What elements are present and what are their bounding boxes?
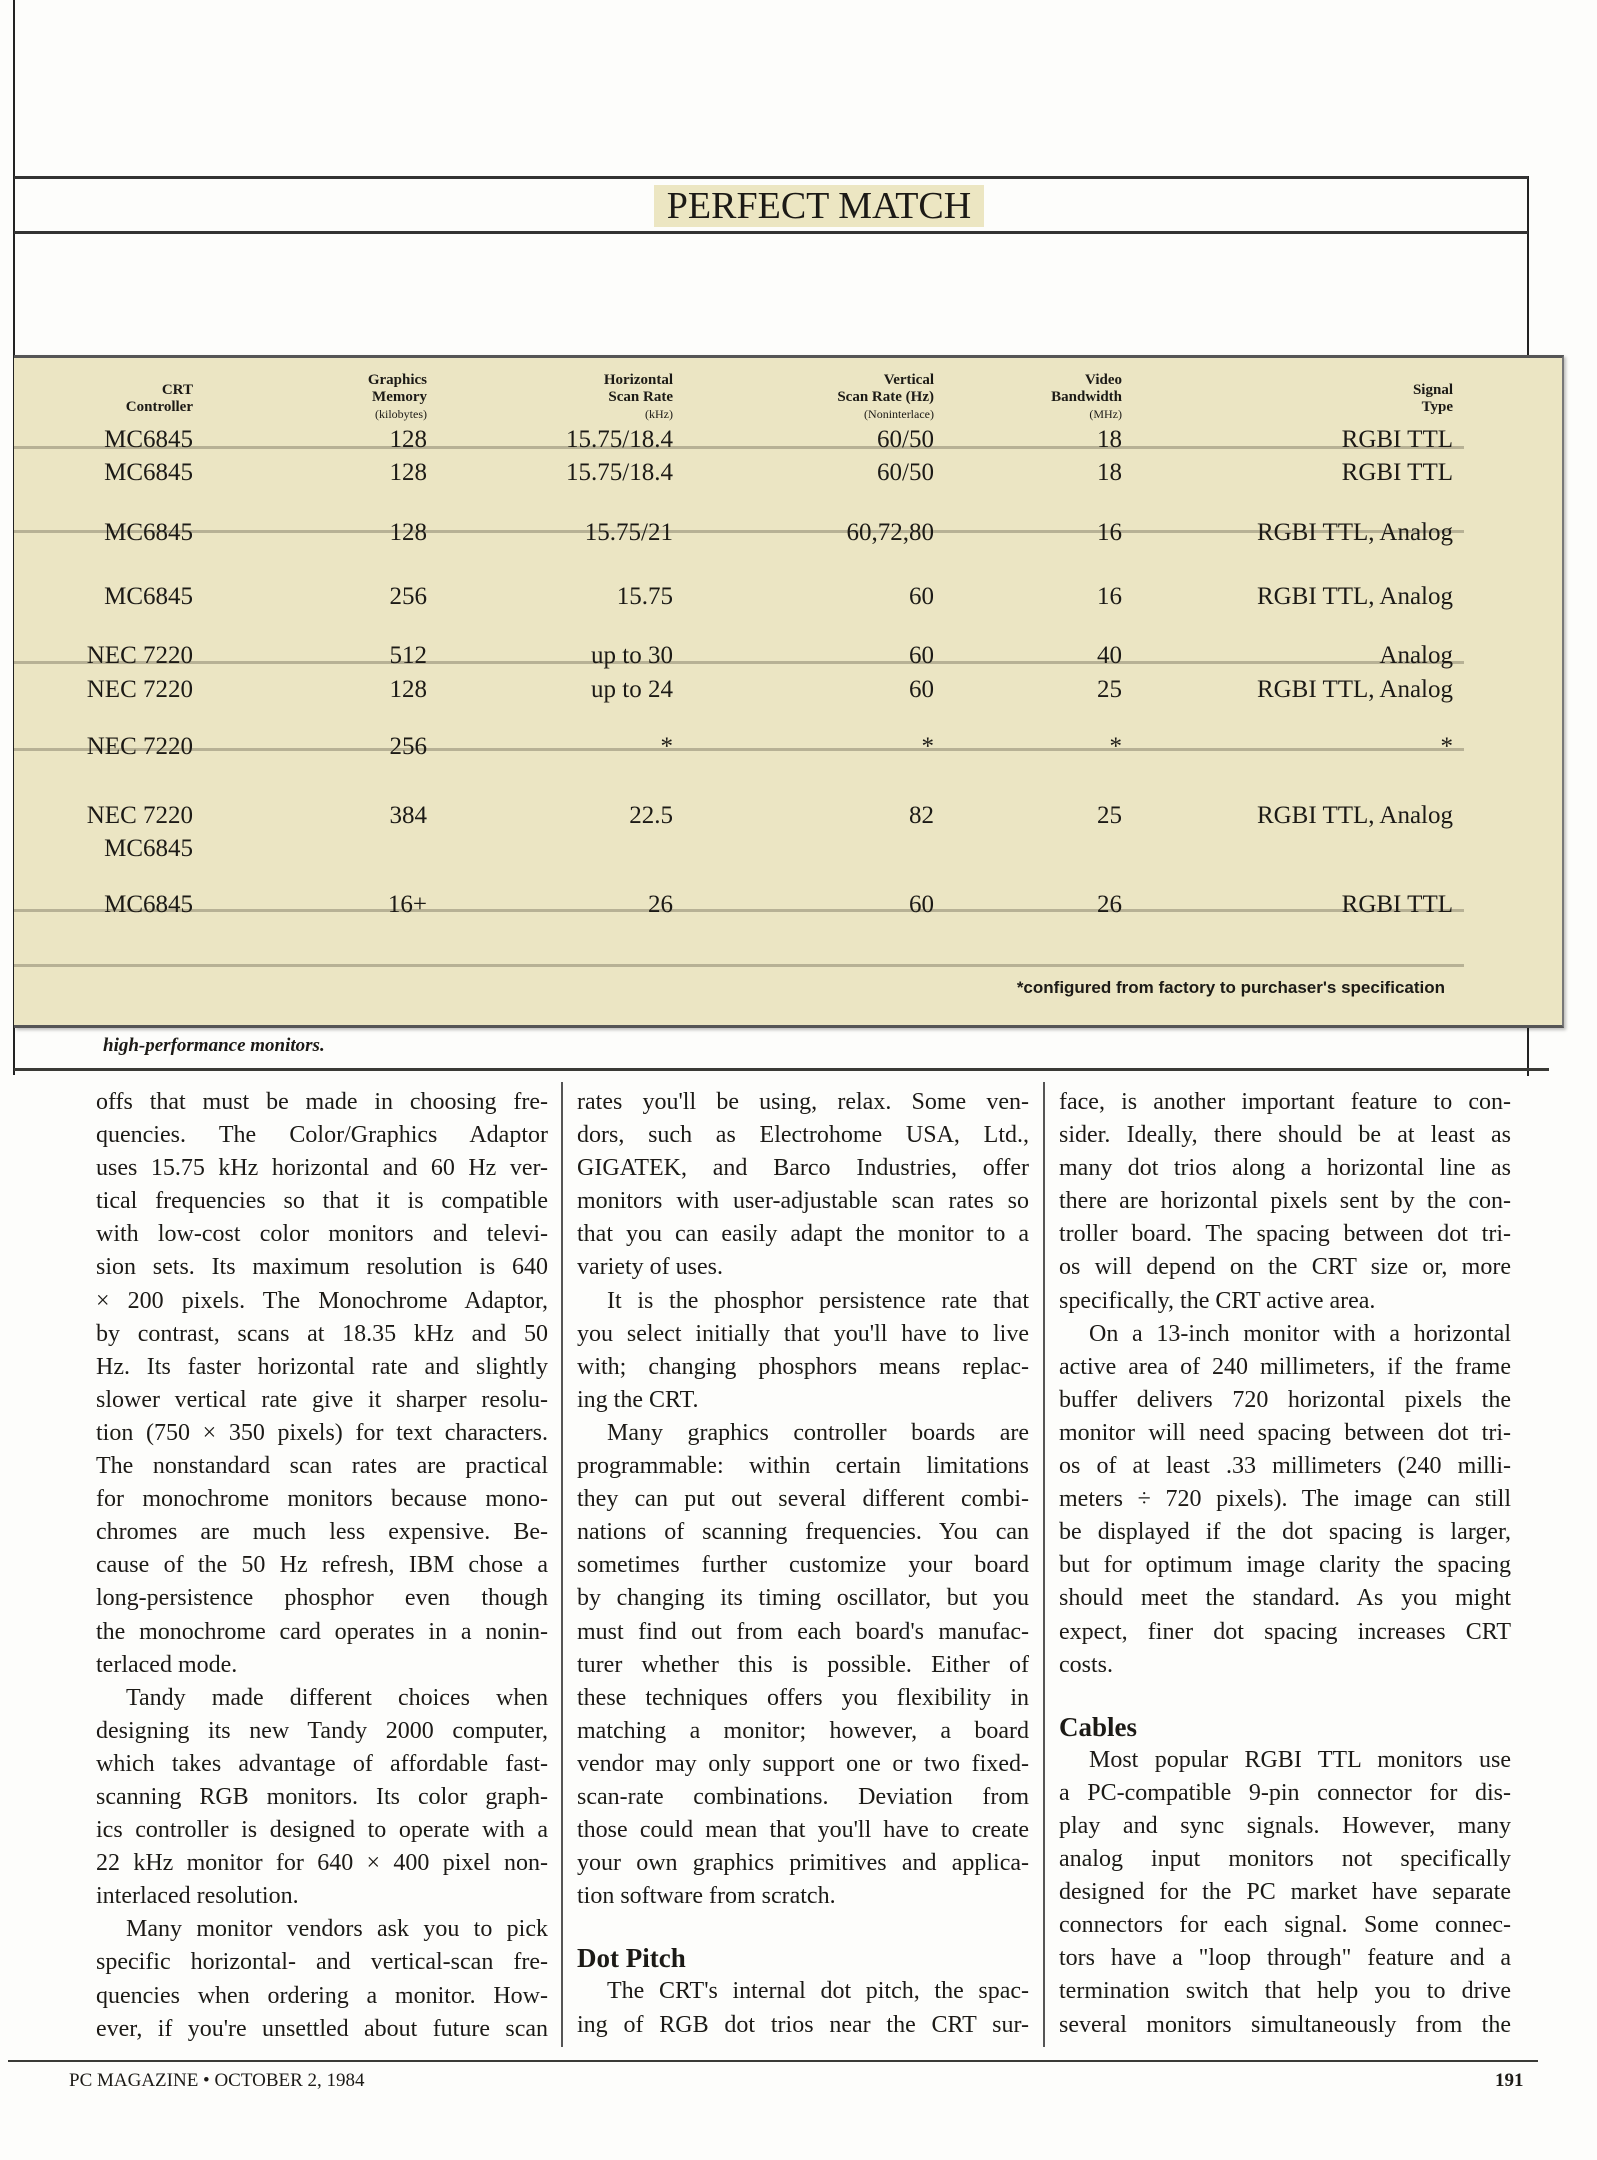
- text-line: tical frequencies so that it is compatible: [96, 1188, 548, 1215]
- table-cell: 16: [1097, 583, 1122, 610]
- text-line: those could mean that you'll have to create: [577, 1817, 1029, 1844]
- column-header-line: Horizontal: [603, 372, 673, 388]
- text-line: On a 13-inch monitor with a horizontal: [1089, 1320, 1511, 1347]
- text-line: GIGATEK, and Barco Industries, offer: [577, 1155, 1029, 1182]
- table-cell: 15.75: [616, 583, 673, 610]
- text-line: Hz. Its faster horizontal rate and slightly: [96, 1353, 548, 1380]
- text-line: you select initially that you'll have to live: [577, 1320, 1029, 1347]
- paragraph: [96, 1913, 548, 2045]
- section-heading: Cables: [1059, 1711, 1138, 1742]
- row-separator: [14, 964, 1464, 967]
- table-cell: 256: [389, 583, 427, 610]
- figure-caption: high-performance monitors.: [103, 1035, 325, 1056]
- text-line: nations of scanning frequencies. You can: [577, 1519, 1029, 1546]
- table-cell: Analog: [1379, 642, 1453, 669]
- text-line: ing of RGB dot trios near the CRT sur-: [577, 2011, 1029, 2038]
- table-cell: 128: [389, 519, 427, 546]
- text-line: be displayed if the dot spacing is larger,: [1059, 1519, 1511, 1546]
- table-cell: 26: [1097, 891, 1122, 918]
- text-line: monitors with user-adjustable scan rates so: [577, 1188, 1029, 1215]
- table-cell: NEC 7220: [86, 676, 193, 703]
- text-line: costs.: [1059, 1651, 1113, 1678]
- column-header: [368, 372, 427, 423]
- text-line: scan-rate combinations. Deviation from: [577, 1783, 1029, 1810]
- paragraph: [96, 1086, 548, 1682]
- body-top-rule: [14, 1068, 1549, 1071]
- text-line: tors have a "loop through" feature and a: [1059, 1945, 1511, 1972]
- table-footnote: *configured from factory to purchaser's specification: [1016, 978, 1445, 997]
- text-line: interlaced resolution.: [96, 1883, 299, 1910]
- text-line: uses 15.75 kHz horizontal and 60 Hz ver-: [96, 1155, 548, 1182]
- text-line: os will depend on the CRT size or, more: [1059, 1254, 1511, 1281]
- table-cell: 384: [389, 802, 427, 829]
- table-cell: 26: [648, 891, 673, 918]
- table-cell: 15.75/18.4: [566, 426, 673, 453]
- paragraph: [1059, 1318, 1511, 1682]
- table-cell: 60: [909, 676, 934, 703]
- text-line: designing its new Tandy 2000 computer,: [96, 1717, 548, 1744]
- row-separator: [14, 661, 1464, 664]
- text-line: dors, such as Electrohome USA, Ltd.,: [577, 1122, 1029, 1149]
- table-cell: 128: [389, 459, 427, 486]
- table-cell: NEC 7220 MC6845: [86, 802, 193, 862]
- text-line: slower vertical rate give it sharper resolu-: [96, 1386, 548, 1413]
- text-line: ics controller is designed to operate with a: [96, 1817, 548, 1844]
- table-cell: MC6845: [104, 426, 193, 453]
- table-cell: 128: [389, 426, 427, 453]
- table-cell: 60,72,80: [846, 519, 934, 546]
- paragraph: [577, 1417, 1029, 1913]
- text-line: chromes are much less expensive. Be-: [96, 1519, 548, 1546]
- text-line: the monochrome card operates in a nonin-: [96, 1618, 548, 1645]
- row-separator: [14, 909, 1464, 912]
- table-cell: 25: [1097, 802, 1122, 829]
- table-cell: *: [921, 733, 934, 760]
- text-line: quencies when ordering a monitor. How-: [96, 1982, 548, 2009]
- text-line: a PC-compatible 9-pin connector for dis-: [1059, 1779, 1511, 1806]
- table-cell: up to 30: [591, 642, 673, 669]
- row-separator: [14, 446, 1464, 449]
- text-line: analog input monitors not specifically: [1059, 1846, 1511, 1873]
- text-line: long-persistence phosphor even though: [96, 1585, 548, 1612]
- text-line: Tandy made different choices when: [126, 1684, 548, 1711]
- table-cell: *: [660, 733, 673, 760]
- sidebar-title: PERFECT MATCH: [654, 185, 984, 227]
- paragraph: [1059, 1744, 1511, 2042]
- text-line: with low-cost color monitors and televi-: [96, 1221, 548, 1248]
- text-line: matching a monitor; however, a board: [577, 1717, 1029, 1744]
- text-line: It is the phosphor persistence rate that: [607, 1287, 1029, 1314]
- table-cell: 256: [389, 733, 427, 760]
- table-cell: 60/50: [877, 459, 934, 486]
- text-line: by changing its timing oscillator, but you: [577, 1585, 1029, 1612]
- table-cell: NEC 7220: [86, 733, 193, 760]
- text-line: which takes advantage of affordable fast-: [96, 1750, 548, 1777]
- paragraph: [577, 1086, 1029, 1285]
- table-cell: NEC 7220: [86, 642, 193, 669]
- text-line: scanning RGB monitors. Its color graph-: [96, 1783, 548, 1810]
- text-line: but for optimum image clarity the spacing: [1059, 1552, 1511, 1579]
- text-line: ever, if you're unsettled about future scan: [96, 2015, 548, 2042]
- text-line: offs that must be made in choosing fre-: [96, 1089, 548, 1115]
- table-cell: 82: [909, 802, 934, 829]
- text-line: there are horizontal pixels sent by the con-: [1059, 1188, 1511, 1215]
- table-cell: MC6845: [104, 583, 193, 610]
- text-line: terlaced mode.: [96, 1651, 238, 1678]
- text-line: ing the CRT.: [577, 1386, 699, 1413]
- text-line: must find out from each board's manufac-: [577, 1618, 1029, 1645]
- text-line: Many graphics controller boards are: [607, 1419, 1029, 1446]
- footer-rule: [8, 2060, 1538, 2062]
- page-number: 191: [1495, 2070, 1524, 2091]
- text-line: The CRT's internal dot pitch, the spac-: [607, 1978, 1029, 2005]
- text-line: specifically, the CRT active area.: [1059, 1287, 1376, 1314]
- text-line: The nonstandard scan rates are practical: [96, 1453, 548, 1480]
- text-line: several monitors simultaneously from the: [1059, 2011, 1511, 2038]
- table-cell: RGBI TTL: [1341, 891, 1453, 918]
- table-cell: RGBI TTL, Analog: [1256, 519, 1453, 546]
- column-header-line: Controller: [125, 399, 193, 415]
- text-line: monitor will need spacing between dot tri-: [1059, 1419, 1511, 1446]
- text-line: troller board. The spacing between dot tri-: [1059, 1221, 1511, 1248]
- table-cell: 128: [389, 676, 427, 703]
- text-line: Many monitor vendors ask you to pick: [126, 1916, 548, 1943]
- text-line: vendor may only support one or two fixed-: [577, 1750, 1029, 1777]
- text-line: connectors for each signal. Some connec-: [1059, 1912, 1511, 1939]
- text-line: specific horizontal- and vertical-scan fre-: [96, 1949, 548, 1976]
- publication-footer: PC MAGAZINE • OCTOBER 2, 1984: [69, 2070, 365, 2091]
- column-header-line: Type: [1421, 399, 1453, 415]
- text-line: for monochrome monitors because mono-: [96, 1486, 548, 1513]
- body-column-1: [96, 1086, 548, 2046]
- table-cell: MC6845: [104, 459, 193, 486]
- column-header-unit: (kilobytes): [375, 407, 427, 421]
- text-line: termination switch that help you to drive: [1059, 1978, 1511, 2005]
- text-line: tion (750 × 350 pixels) for text characters.: [96, 1419, 548, 1446]
- table-cell: 15.75/21: [584, 519, 673, 546]
- text-line: these techniques offers you flexibility in: [577, 1684, 1029, 1711]
- paragraph: [577, 1285, 1029, 1417]
- column-header-line: CRT: [161, 382, 193, 398]
- text-line: active area of 240 millimeters, if the frame: [1059, 1353, 1511, 1380]
- table-cell: RGBI TTL, Analog: [1256, 676, 1453, 703]
- column-header-line: Memory: [372, 389, 427, 405]
- column-header-line: Bandwidth: [1051, 389, 1122, 405]
- text-line: play and sync signals. However, many: [1059, 1812, 1511, 1839]
- text-line: os of at least .33 millimeters (240 milli-: [1059, 1453, 1511, 1480]
- text-line: that you can easily adapt the monitor to a: [577, 1221, 1029, 1248]
- column-header: [126, 382, 193, 416]
- column-header-unit: (Noninterlace): [864, 407, 934, 421]
- text-line: face, is another important feature to con-: [1059, 1089, 1511, 1115]
- text-line: turer whether this is possible. Either of: [577, 1651, 1029, 1678]
- table-cell: 60: [909, 891, 934, 918]
- text-line: cause of the 50 Hz refresh, IBM chose a: [96, 1552, 548, 1579]
- column-header: [837, 372, 934, 423]
- text-line: your own graphics primitives and applica-: [577, 1850, 1029, 1877]
- text-line: with; changing phosphors means replac-: [577, 1353, 1029, 1380]
- text-line: sometimes further customize your board: [577, 1552, 1029, 1579]
- table-cell: 22.5: [629, 802, 673, 829]
- column-header-line: Scan Rate (Hz): [837, 389, 934, 405]
- text-line: many dot trios along a horizontal line as: [1059, 1155, 1511, 1182]
- column-header-unit: (kHz): [645, 407, 673, 421]
- table-cell: 60: [909, 642, 934, 669]
- table-cell: *: [1440, 733, 1453, 760]
- text-line: they can put out several different combi-: [577, 1486, 1029, 1513]
- column-header: [1413, 382, 1453, 416]
- column-header-line: Video: [1085, 372, 1122, 388]
- column-header: [604, 372, 673, 423]
- table-cell: RGBI TTL: [1341, 459, 1453, 486]
- text-line: should meet the standard. As you might: [1059, 1585, 1511, 1612]
- text-line: tion software from scratch.: [577, 1883, 836, 1910]
- comparison-table: [14, 355, 1564, 1028]
- table-cell: 60/50: [877, 426, 934, 453]
- table-cell: 512: [389, 642, 427, 669]
- sidebar-title-band: [14, 176, 1528, 234]
- table-cell: *: [1109, 733, 1122, 760]
- table-cell: 18: [1097, 459, 1122, 486]
- row-separator: [14, 530, 1464, 533]
- text-line: buffer delivers 720 horizontal pixels the: [1059, 1386, 1511, 1413]
- column-header-unit: (MHz): [1089, 407, 1122, 421]
- text-line: sion sets. Its maximum resolution is 640: [96, 1254, 548, 1281]
- column-header: [1051, 372, 1122, 423]
- paragraph: [1059, 1086, 1511, 1318]
- table-cell: 18: [1097, 426, 1122, 453]
- table-cell: 16: [1097, 519, 1122, 546]
- column-divider: [1043, 1082, 1045, 2047]
- text-line: designed for the PC market have separate: [1059, 1879, 1511, 1906]
- body-column-2: [577, 1086, 1029, 2042]
- text-line: programmable: within certain limitations: [577, 1453, 1029, 1480]
- text-line: variety of uses.: [577, 1254, 723, 1281]
- table-cell: 40: [1097, 642, 1122, 669]
- table-cell: RGBI TTL, Analog: [1256, 583, 1453, 610]
- column-header-line: Vertical: [883, 372, 934, 388]
- column-header-line: Graphics: [367, 372, 427, 388]
- text-line: 22 kHz monitor for 640 × 400 pixel non-: [96, 1850, 548, 1877]
- column-header-line: Signal: [1412, 382, 1453, 398]
- text-line: expect, finer dot spacing increases CRT: [1059, 1618, 1511, 1645]
- paragraph: [96, 1682, 548, 1914]
- table-cell: MC6845: [104, 891, 193, 918]
- table-cell: 60: [909, 583, 934, 610]
- body-column-3: [1059, 1086, 1511, 2042]
- table-cell: MC6845: [104, 519, 193, 546]
- text-line: by contrast, scans at 18.35 kHz and 50: [96, 1320, 548, 1347]
- row-separator: [14, 748, 1464, 751]
- table-cell: 25: [1097, 676, 1122, 703]
- table-cell: 15.75/18.4: [566, 459, 673, 486]
- text-line: quencies. The Color/Graphics Adaptor: [96, 1122, 548, 1149]
- table-cell: RGBI TTL, Analog: [1256, 802, 1453, 829]
- text-line: × 200 pixels. The Monochrome Adaptor,: [96, 1287, 548, 1314]
- paragraph: [577, 1975, 1029, 2041]
- table-cell: RGBI TTL: [1341, 426, 1453, 453]
- text-line: Most popular RGBI TTL monitors use: [1089, 1746, 1511, 1773]
- text-line: meters ÷ 720 pixels). The image can still: [1059, 1486, 1511, 1513]
- table-cell: up to 24: [591, 676, 673, 703]
- column-divider: [561, 1082, 563, 2047]
- section-heading: Dot Pitch: [577, 1943, 686, 1974]
- text-line: rates you'll be using, relax. Some ven-: [577, 1089, 1029, 1115]
- text-line: sider. Ideally, there should be at least as: [1059, 1122, 1511, 1149]
- table-cell: 16+: [387, 891, 427, 918]
- column-header-line: Scan Rate: [608, 389, 673, 405]
